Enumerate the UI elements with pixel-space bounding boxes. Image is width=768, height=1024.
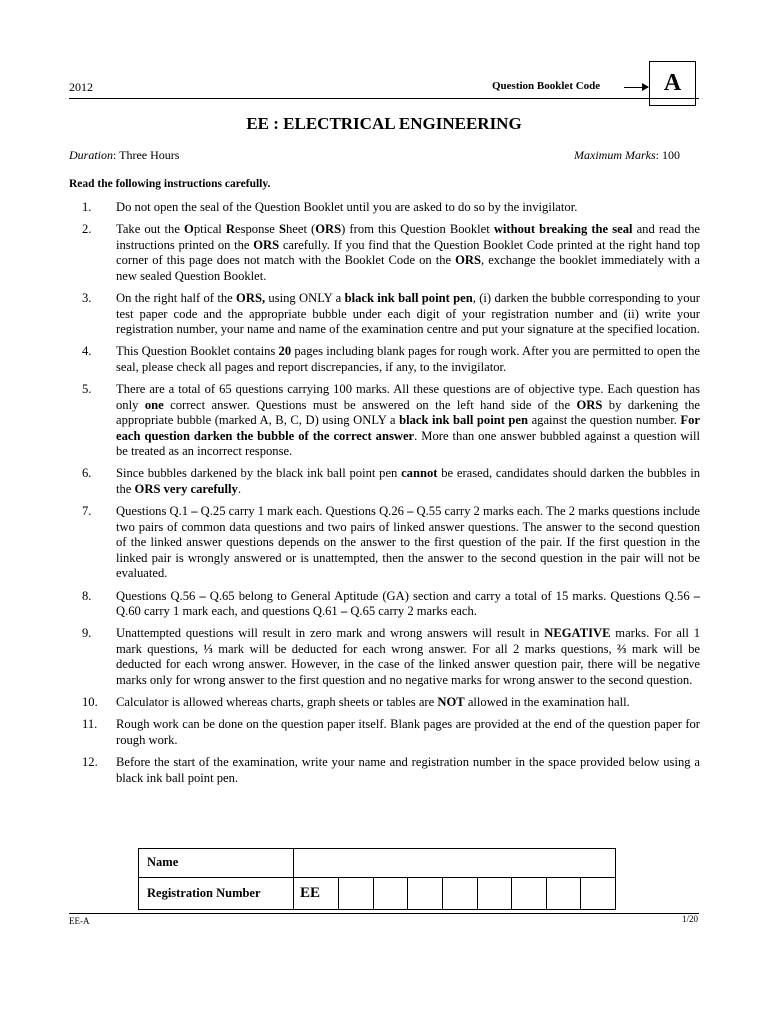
instruction-text: Since bubbles darkened by the black ink ball point pen cannot be erased, candidates should darken the bubbles in the ORS very carefully. (116, 466, 700, 496)
duration (69, 148, 179, 163)
instruction-number: 9. (82, 626, 92, 641)
year: 2012 (69, 80, 93, 94)
page-number: 1/20 (681, 914, 698, 924)
marks-label: Maximum Marks (574, 148, 656, 162)
registration-digit-box[interactable] (339, 877, 374, 909)
instruction-number: 6. (82, 466, 92, 481)
instruction-item (82, 717, 700, 748)
name-field[interactable] (294, 849, 616, 878)
instruction-number: 2. (82, 222, 92, 237)
instruction-number: 1. (82, 200, 92, 214)
registration-digit-box[interactable] (477, 877, 512, 909)
registration-prefix: EE (294, 877, 339, 909)
registration-digit-box[interactable] (512, 877, 547, 909)
maximum-marks (574, 148, 680, 163)
instruction-text: Do not open the seal of the Question Booklet until you are asked to do so by the invigilator. (116, 200, 578, 214)
registration-label: Registration Number (139, 877, 294, 909)
instruction-number: 7. (82, 504, 92, 519)
page-title: EE : ELECTRICAL ENGINEERING (246, 114, 522, 133)
instruction-item (82, 626, 700, 688)
instruction-item (82, 755, 700, 786)
instruction-text: Calculator is allowed whereas charts, graph sheets or tables are NOT allowed in the examination hall. (116, 695, 630, 710)
arrow-right-icon (624, 87, 648, 88)
instruction-number: 12. (82, 754, 98, 769)
duration-label: Duration (69, 148, 114, 162)
registration-row (139, 877, 616, 909)
registration-digit-box[interactable] (408, 877, 443, 909)
registration-digit-box[interactable] (581, 877, 616, 909)
registration-digit-box[interactable] (442, 877, 477, 909)
instruction-number: 11. (82, 717, 98, 732)
instruction-number: 3. (82, 290, 92, 305)
instruction-item (82, 222, 700, 284)
instruction-text: This Question Booklet contains 20 pages including blank pages for rough work. After you are permitted to open the seal, please check all pages and report discrepancies, if any, to the invigilator. (116, 344, 701, 374)
instruction-item (82, 344, 700, 375)
instruction-text: Questions Q.1 – Q.25 carry 1 mark each. Questions Q.26 – Q.55 carry 2 marks each. The 2 marks questions include two pairs of common data questions and two pairs of linked answer questions. The answer to the second question of the linked answer questions depends on the answer to the first question of the pair. If the first question in the linked pair is wrongly answered or is unattempted, then the answer to the second question in the pair will not be evaluated. (116, 504, 700, 581)
footer-rule (69, 913, 699, 914)
instruction-text: Questions Q.56 – Q.65 belong to General Aptitude (GA) section and carry a total of 15 marks. Questions Q.56 – Q.60 carry 1 mark each, and questions Q.61 – Q.65 carry 2 marks each. (116, 588, 701, 619)
instruction-text: On the right half of the ORS, using ONLY a black ink ball point pen, (i) darken the bubble corresponding to your test paper code and the appropriate bubble under each digit of your registration number and (ii) write your registration number, your name and name of the examination centre and put your signature at the specified location. (116, 290, 700, 337)
marks-value: : 100 (655, 148, 680, 162)
instructions-list (82, 200, 700, 793)
registration-digit-box[interactable] (373, 877, 408, 909)
instruction-text: Before the start of the examination, write your name and registration number in the space provided below using a black ink ball point pen. (116, 754, 700, 785)
instruction-item (82, 504, 700, 582)
instruction-item (82, 466, 700, 497)
instruction-text: There are a total of 65 questions carrying 100 marks. All these questions are of objective type. Each question has only one correct answer. Questions must be answered on the left hand side of the ORS by darkening the appropriate bubble (marked A, B, C, D) using ONLY a black ink ball point pen against the question number. For each question darken the bubble of the correct answer. More than one answer bubbled against a question will be treated as an incorrect response. (116, 381, 700, 459)
instruction-item (82, 291, 700, 338)
instruction-text: Rough work can be done on the question paper itself. Blank pages are provided at the end of the question paper for rough work. (116, 717, 700, 747)
registration-table (138, 848, 616, 910)
header-rule (69, 98, 699, 99)
instruction-number: 4. (82, 344, 92, 359)
instruction-item (82, 382, 700, 460)
instruction-number: 8. (82, 588, 92, 603)
instructions-heading: Read the following instructions carefully. (69, 178, 271, 190)
registration-digit-box[interactable] (546, 877, 581, 909)
booklet-code-label: Question Booklet Code (492, 80, 601, 92)
instruction-number: 10. (82, 695, 98, 710)
duration-value: : Three Hours (113, 148, 180, 162)
instruction-item (82, 695, 700, 711)
instruction-text: Unattempted questions will result in zero mark and wrong answers will result in NEGATIVE marks. For all 1 mark questions, ⅓ mark will be deducted for each wrong answer. For all 2 marks questions, ⅔ mark will be deducted for each wrong answer. However, in the case of the linked answer question pair, there will be negative marks only for wrong answer to the first question and no negative marks for wrong answer to the second question. (116, 626, 701, 688)
booklet-code-box: A (649, 61, 696, 106)
instruction-item (82, 589, 700, 620)
name-label: Name (139, 849, 294, 878)
instruction-item (82, 200, 700, 216)
instruction-number: 5. (82, 381, 92, 396)
instruction-text: Take out the Optical Response Sheet (ORS) from this Question Booklet without breaking the seal and read the instructions printed on the ORS carefully. If you find that the Question Booklet Code printed at the right hand top corner of this page does not match with the Booklet Code on the ORS, exchange the booklet immediately with a new sealed Question Booklet. (116, 222, 700, 283)
name-row (139, 849, 616, 878)
footer-booklet-id: EE-A (69, 916, 90, 926)
